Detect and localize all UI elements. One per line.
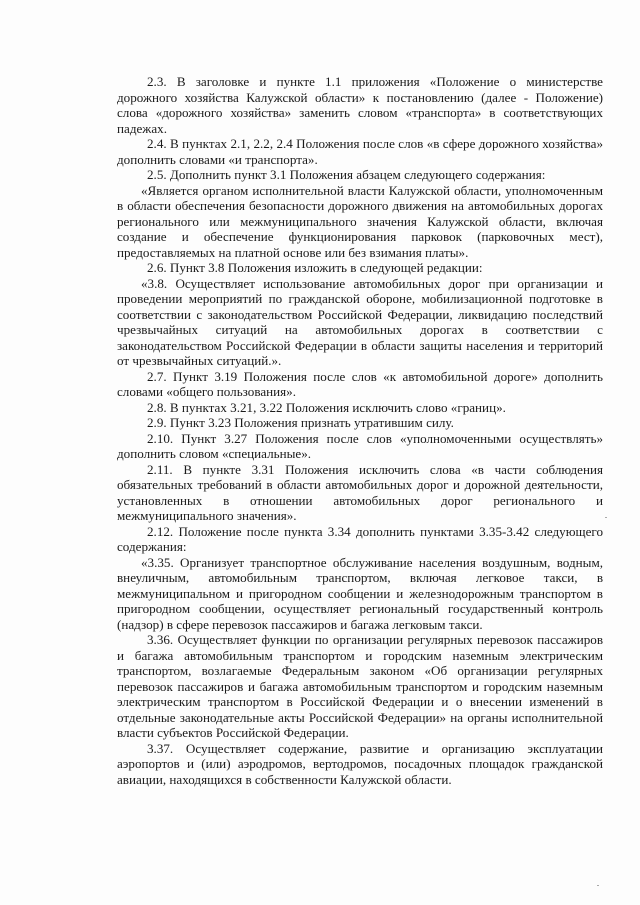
paragraph-2-11: 2.11. В пункте 3.31 Положения исключить слова «в части соблюдения обязательных требований в области автомобильных дорог и дорожной деятельности, установленных в отношении автомобильных дорог регионального и межмуниципального значения».: [117, 461, 603, 523]
paragraph-3-8-quote: «3.8. Осуществляет использование автомобильных дорог при организации и проведении мероприятий по гражданской обороне, мобилизационной подготовке в соответствии с законодательством Российской Федерации, ликвидацию последствий чрезвычайных ситуаций на автомобильных дорогах в соответствии с законодательством Российской Федерации в области защиты населения и территорий от чрезвычайных ситуаций.».: [117, 275, 603, 368]
paragraph-2-5-quote: «Является органом исполнительной власти Калужской области, уполномоченным в области обеспечения безопасности дорожного движения на автомобильных дорогах регионального или межмуниципального значения Калужской области, включая создание и обеспечение функционирования парковок (парковочных мест), предоставляемых на платной основе или без взимания платы».: [117, 182, 603, 260]
paragraph-2-8: 2.8. В пунктах 3.21, 3.22 Положения исключить слово «границ».: [147, 399, 506, 415]
paragraph-2-12: 2.12. Положение после пункта 3.34 дополнить пунктами 3.35-3.42 следующего содержания:: [117, 523, 603, 554]
paragraph-2-10: 2.10. Пункт 3.27 Положения после слов «уполномоченными осуществлять» дополнить словом «специальные».: [117, 430, 603, 461]
paragraph-3-37: 3.37. Осуществляет содержание, развитие и организацию эксплуатации аэропортов и (или) аэродромов, вертодромов, посадочных площадок гражданской авиации, находящихся в собственности Калужской области.: [117, 740, 603, 787]
paragraph-2-5: 2.5. Дополнить пункт 3.1 Положения абзацем следующего содержания:: [147, 167, 546, 182]
scan-speck: [597, 885, 599, 886]
scan-speck: [605, 517, 607, 518]
paragraph-3-36: 3.36. Осуществляет функции по организации регулярных перевозок пассажиров и багажа автомобильным транспортом и городским наземным электрическим транспортом, возлагаемые Федеральным законом «Об организации регулярных перевозок пассажиров и багажа автомобильным транспортом и городским наземным электрическим транспортом в Российской Федерации и о внесении изменений в отдельные законодательные акты Российской Федерации» на органы исполнительной власти субъектов Российской Федерации.: [117, 632, 603, 740]
document-body: [117, 74, 603, 787]
paragraph-2-7: 2.7. Пункт 3.19 Положения после слов «к автомобильной дороге» дополнить словами «общего пользования».: [117, 368, 603, 399]
paragraph-2-6: 2.6. Пункт 3.8 Положения изложить в следующей редакции:: [147, 260, 483, 275]
paragraph-3-35: «3.35. Организует транспортное обслуживание населения воздушным, водным, внеуличным, автомобильным транспортом, включая легковое такси, в межмуниципальном и пригородном сообщении и железнодорожным транспортом в пригородном сообщении, осуществляет региональный государственный контроль (надзор) в сфере перевозок пассажиров и багажа легковым такси.: [117, 554, 603, 632]
paragraph-2-3: 2.3. В заголовке и пункте 1.1 приложения «Положение о министерстве дорожного хозяйства Калужской области» к постановлению (далее - Положение) слова «дорожного хозяйства» заменить словом «транспорта» в соответствующих падежах.: [117, 74, 603, 136]
paragraph-2-9: 2.9. Пункт 3.23 Положения признать утратившим силу.: [147, 415, 454, 430]
paragraph-2-4: 2.4. В пунктах 2.1, 2.2, 2.4 Положения после слов «в сфере дорожного хозяйства» дополнить словами «и транспорта».: [117, 136, 603, 167]
